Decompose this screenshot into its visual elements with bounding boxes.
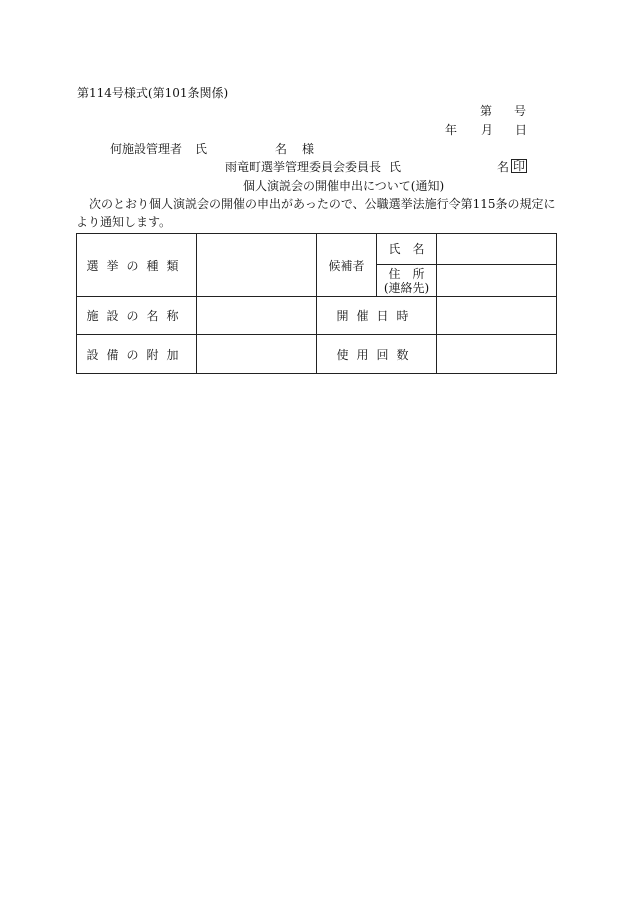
contact-label: (連絡先)	[383, 280, 430, 295]
sender-mei: 名	[497, 160, 510, 174]
election-type-label: 選挙の種類	[77, 234, 197, 297]
address-label: 住 所	[388, 266, 425, 281]
election-type-value[interactable]	[197, 234, 317, 297]
date-time-label: 開催日時	[317, 297, 437, 335]
date-day: 日	[515, 123, 528, 137]
table-row	[77, 297, 557, 335]
facility-name-label: 施設の名称	[77, 297, 197, 335]
body-line-2: より通知します。	[76, 215, 172, 229]
addressee-mei: 名	[275, 142, 288, 156]
sender-title: 雨竜町選挙管理委員会委員長	[225, 160, 382, 174]
subject: 個人演説会の開催申出について(通知)	[243, 179, 445, 193]
doc-number-suffix: 号	[514, 104, 527, 118]
notice-table	[76, 233, 557, 374]
equipment-label: 設備の附加	[77, 335, 197, 374]
seal-stamp	[511, 159, 527, 173]
equipment-value[interactable]	[197, 335, 317, 374]
usage-count-value[interactable]	[437, 335, 557, 374]
doc-number-prefix: 第	[480, 104, 493, 118]
table-row	[77, 335, 557, 374]
candidate-address-value[interactable]	[437, 265, 557, 297]
addressee-sama: 様	[302, 142, 315, 156]
sender-shi: 氏	[389, 160, 402, 174]
table-row	[77, 234, 557, 265]
facility-name-value[interactable]	[197, 297, 317, 335]
candidate-label: 候補者	[317, 234, 377, 297]
usage-count-label: 使用回数	[317, 335, 437, 374]
candidate-name-value[interactable]	[437, 234, 557, 265]
addressee-title: 何施設管理者	[110, 142, 183, 156]
form-number: 第114号様式(第101条関係)	[77, 86, 229, 100]
name-label: 氏 名	[377, 234, 437, 265]
addressee-shi: 氏	[195, 142, 208, 156]
seal-label: 印	[513, 159, 526, 173]
address-cell	[377, 265, 437, 297]
date-month: 月	[481, 123, 494, 137]
date-time-value[interactable]	[437, 297, 557, 335]
date-year: 年	[445, 123, 458, 137]
body-line-1: 次のとおり個人演説会の開催の申出があったので、公職選挙法施行令第115条の規定に	[89, 197, 556, 211]
